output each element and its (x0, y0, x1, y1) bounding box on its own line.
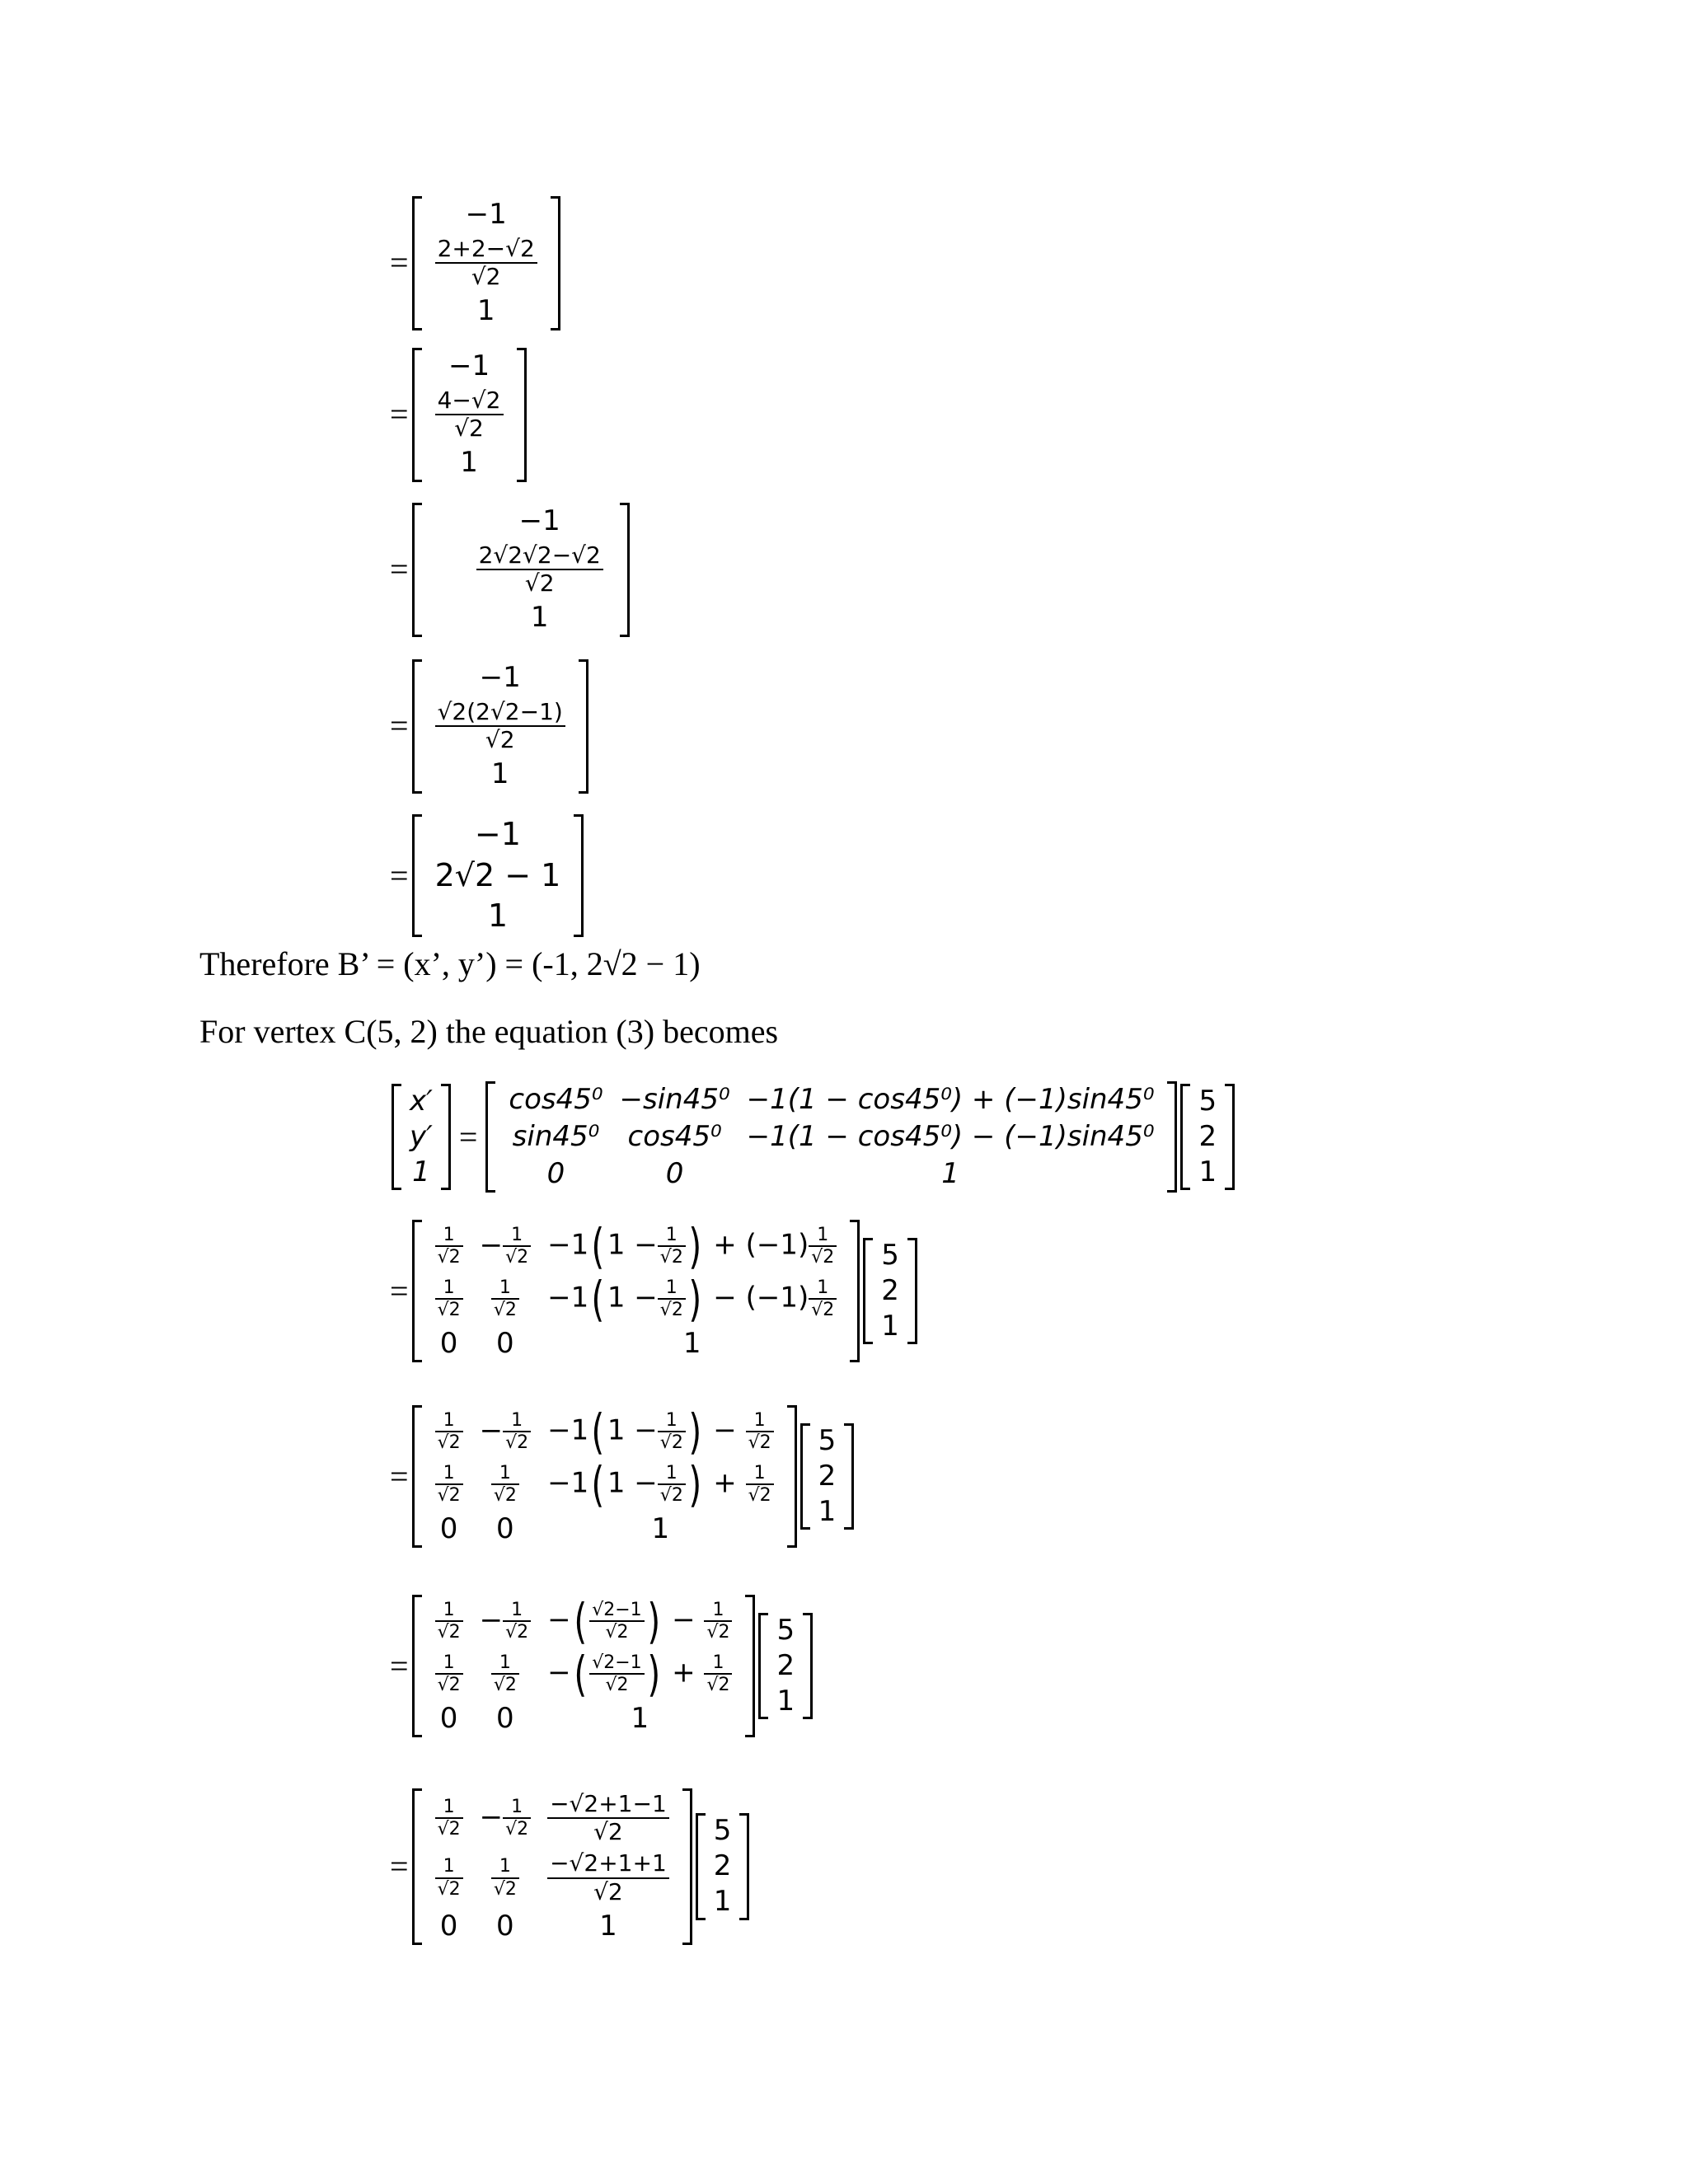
step-c-1 (390, 1220, 919, 1362)
step-b-5 (390, 814, 585, 937)
equals-sign: = (390, 551, 409, 588)
column-vector: −1 $\frac{2√2√2-√2}{√2}$ 1 (410, 503, 631, 637)
step-b-1 (390, 196, 562, 330)
column-vector: −1 $\frac{2+2-√2}{√2}$ 1 (410, 196, 562, 330)
step-b-2 (390, 348, 528, 482)
rotation-matrix: $\frac{1}{√2}$ − $\frac{1}{√2}$ −1(1 − $\frac{1}{√2}$ ) + (−1) $\frac{1}{√2}$ $\frac{1}{√2}$ $\frac{1}{√2}$ −1(1 − $\frac{1}{√2}$ ) − (−1) $\frac{1}{√2}$ 0 0 1 (410, 1220, 862, 1362)
column-vector: −1 $\frac{4-√2}{√2}$ 1 (410, 348, 528, 482)
rotation-matrix: $\frac{1}{√2}$ − $\frac{1}{√2}$ −( $\frac{√2-1}{√2}$ ) − $\frac{1}{√2}$ $\frac{1}{√2}$ $\frac{1}{√2}$ −( $\frac{√2-1}{√2}$ ) + $\frac{1}{√2}$ 0 0 1 (410, 1595, 757, 1737)
equals-sign: = (390, 1272, 409, 1310)
conclusion-text: Therefore B’ = (x’, y’) = (-1, 2√2 − 1) (199, 945, 701, 982)
point-vector: 5 2 1 (799, 1423, 856, 1530)
point-vector: 5 2 1 (1179, 1084, 1236, 1190)
lhs-vector: x′ y′ 1 (390, 1084, 452, 1190)
general-equation (390, 1081, 1236, 1193)
point-vector: 5 2 1 (757, 1613, 814, 1719)
point-vector: 5 2 1 (861, 1238, 919, 1344)
rotation-matrix: $\frac{1}{√2}$ − $\frac{1}{√2}$ $\frac{-√2+1-1}{√2}$ $\frac{1}{√2}$ $\frac{1}{√2}$ $\frac{-√2+1+1}{√2}$ 0 0 1 (410, 1788, 694, 1945)
equals-sign: = (390, 1847, 409, 1885)
step-b-4 (390, 659, 590, 794)
equals-sign: = (390, 396, 409, 434)
rotation-matrix: $\frac{1}{√2}$ − $\frac{1}{√2}$ −1(1 − $\frac{1}{√2}$ ) − $\frac{1}{√2}$ $\frac{1}{√2}$ $\frac{1}{√2}$ −1(1 − $\frac{1}{√2}$ ) + $\frac{1}{√2}$ 0 0 1 (410, 1405, 799, 1548)
rotation-matrix: cos45⁰ −sin45⁰ −1(1 − cos45⁰) + (−1)sin45⁰ sin45⁰ cos45⁰ −1(1 − cos45⁰) − (−1)sin45⁰ 0 0 1 (484, 1081, 1179, 1193)
step-c-3 (390, 1595, 814, 1737)
column-vector: −1 $\frac{√2(2√2-1)}{√2}$ 1 (410, 659, 590, 794)
equals-sign: = (390, 1647, 409, 1685)
equals-sign: = (390, 244, 409, 282)
step-b-3 (390, 503, 631, 637)
equals-sign: = (458, 1118, 478, 1155)
column-vector: −1 2√2 − 1 1 (410, 814, 586, 937)
equals-sign: = (390, 856, 409, 894)
point-vector: 5 2 1 (694, 1813, 752, 1919)
intro-text: For vertex C(5, 2) the equation (3) becomes (199, 1013, 779, 1050)
equals-sign: = (390, 1457, 409, 1495)
step-c-4 (390, 1788, 751, 1945)
equals-sign: = (390, 707, 409, 745)
step-c-2 (390, 1405, 856, 1548)
